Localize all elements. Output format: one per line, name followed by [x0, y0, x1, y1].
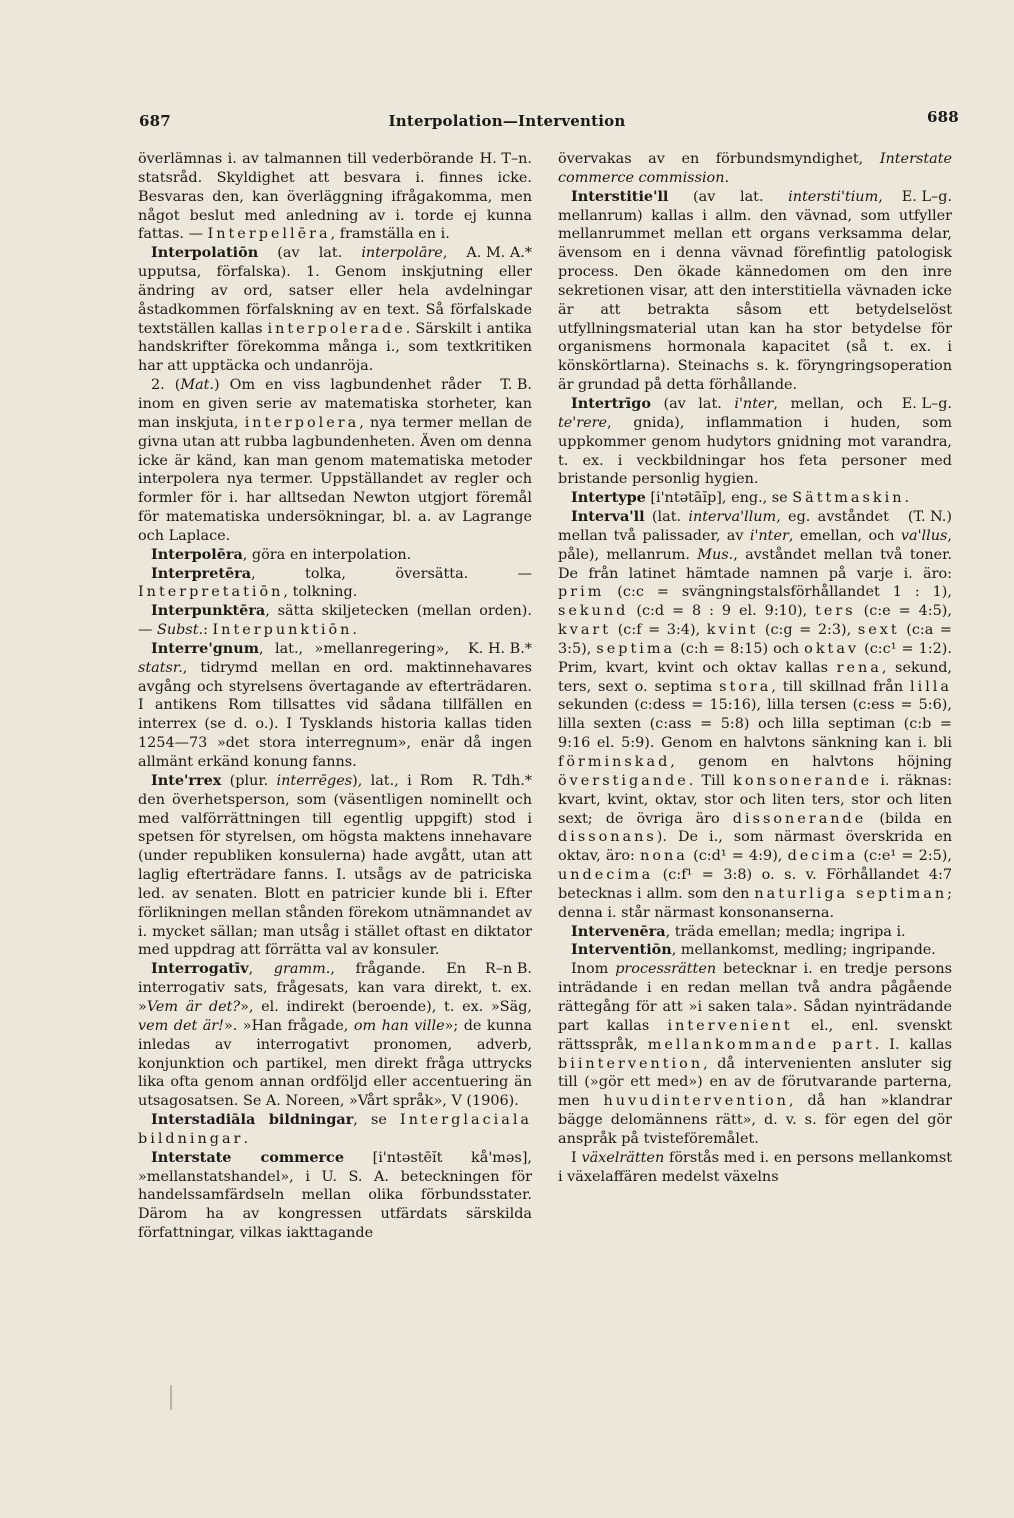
spaced-term: biintervention: [558, 1055, 704, 1072]
text-run: , tolka, översätta. —: [251, 565, 532, 582]
entry-paragraph: [558, 150, 952, 188]
spaced-term: interpolera: [244, 414, 360, 431]
entry-paragraph: [558, 923, 952, 942]
text-run: , till skillnad från: [771, 678, 910, 695]
italic-text: interrēges: [276, 772, 353, 789]
text-run: överlämnas i. av talmannen till vederbörande statsråd. Skyldighet att besvara i. finnes icke. Besvaras den, kan överläggning ifrågakomma, men något beslut med anledning av i. torde ej kunna fattas. —: [138, 151, 532, 243]
spaced-term: förminskad: [558, 754, 671, 770]
spaced-term: decima: [787, 848, 859, 865]
entry-paragraph: [138, 1149, 532, 1243]
headword: Interrogatīv: [151, 960, 249, 978]
text-run: , tolkning.: [283, 584, 358, 601]
text-run: (c:d = 8 : 9 el. 9:10),: [628, 603, 816, 620]
text-run: , genom en halvtons höjning: [670, 754, 952, 770]
text-run: (c:f¹ = 3:8) o. s. v. Förhållandet 4:7 betecknas i allm. som den: [558, 867, 952, 902]
text-run: (c:c = svängningstalsförhållandet 1 : 1),: [604, 584, 952, 601]
text-run: , sätta skiljetecken (mellan orden). —: [138, 603, 532, 639]
italic-text: va'llus: [900, 527, 948, 544]
right-page-number: 688: [927, 108, 959, 126]
spaced-term: kvint: [706, 622, 759, 639]
italic-text: i'nter: [734, 395, 774, 412]
spaced-term: konsonerande: [733, 772, 873, 789]
text-run: (c:e¹ = 2:5),: [858, 848, 952, 865]
headword: Interstate commerce: [151, 1148, 344, 1166]
entry-paragraph: [138, 546, 532, 565]
text-run: ,: [248, 961, 274, 978]
text-run: (bilda en: [866, 810, 952, 827]
spaced-term: mellankommande part: [647, 1036, 875, 1053]
headword: Intertrīgo: [571, 394, 651, 412]
entry-paragraph: [138, 244, 532, 376]
entry-paragraph: [558, 508, 952, 923]
entry-paragraph: [138, 150, 532, 244]
text-run: ) Om en viss lagbundenhet råder inom en given serie av matematiska storheter, kan man inskjuta,: [138, 377, 532, 431]
spaced-term: dissonans: [558, 829, 657, 846]
pencil-mark: [170, 1385, 172, 1410]
spaced-term: interpolerade: [267, 320, 406, 337]
text-run: i. räknas: kvart, kvint, oktav, stor och liten ters, stor och liten sext; de övriga äro: [558, 772, 952, 827]
author-signature: R. Tdh.*: [472, 772, 532, 789]
text-run: . I. kallas: [874, 1036, 952, 1053]
text-run: , emellan, och: [788, 527, 901, 544]
italic-text: interpolāre: [361, 245, 443, 262]
text-run: (plur.: [221, 772, 277, 789]
spaced-term: oktav: [804, 640, 860, 657]
italic-text: Subst.: [156, 622, 204, 639]
text-run: , frågande. En interrogativ sats, frågesats, kan vara direkt, t. ex. »: [138, 961, 532, 1015]
spaced-term: naturliga septiman: [754, 885, 948, 902]
headword: Interpolatiōn: [151, 244, 259, 262]
text-run: , gnida), inflammation i huden, som uppkommer genom hudytors gnidning mot varandra, t. ex. i veckbildningar hos feta personer med bristande personlig hygien.: [558, 414, 952, 488]
text-run: , eg. avståndet mellan två palissader, av: [558, 509, 889, 544]
text-run: , avståndet mellan två toner. De från latinet hämtade namnen på varje i. äro:: [558, 546, 952, 582]
text-run: (c:d¹ = 4:9),: [687, 848, 788, 865]
text-run: (c:h = 8:15) och: [675, 640, 805, 657]
text-run: förstås med i. en persons mellankomst i växelaffären medelst växelns: [558, 1149, 952, 1185]
spaced-term: huvudintervention: [603, 1093, 789, 1110]
text-run: ), lat., i Rom den överhetsperson, som (väsentligen nominellt och med valförrättningen till egentlig uppgift) stod i spetsen för styrelsen, om högsta maktens innehavare (under republiken konsulerna) hade avgått, utan att laglig efterträdare fanns. I. utsågs av de patriciska led. av senaten. Blott en patricier kunde bli i. Efter förlikningen mellan stånden förekom utnämnandet av i. mycket sällan; man utsåg i stället oftast en diktator med uppdrag att förrätta val av konsuler.: [138, 772, 532, 959]
headword: Intertype: [571, 489, 646, 507]
entry-paragraph: [138, 640, 532, 772]
text-run: , mellan, och: [773, 395, 883, 412]
entry-paragraph: [138, 565, 532, 603]
spaced-term: intervenient: [667, 1017, 793, 1034]
text-run: (av lat.: [668, 188, 789, 205]
text-run: , tidrymd mellan en ord. maktinnehavares avgång och styrelsens övertagande av efterträdaren. I antikens Rom tillsattes vid sådana tillfällen en interrex (se d. o.). I Tysklands historia kallas tiden 1254—73 »det stora interregnum», enär då ingen allmänt erkänd konung fanns.: [138, 659, 532, 770]
text-run: (lat.: [644, 509, 689, 526]
text-run: .: [243, 1130, 249, 1147]
text-run: :: [203, 622, 213, 639]
headword: Interpolēra: [151, 545, 243, 563]
spaced-term: sekund: [558, 603, 629, 620]
text-run: , träda emellan; medla; ingripa i.: [665, 923, 906, 940]
text-run: , då intervenienten ansluter sig till (»gör ett med») en av de förutvarande parterna, men: [558, 1055, 952, 1110]
text-run: , påle), mellanrum.: [558, 527, 952, 563]
headword: Interre'gnum: [151, 639, 259, 657]
text-run: , sekund, ters, sext o. septima: [558, 659, 952, 695]
spaced-term: Interpretatiōn: [138, 584, 284, 601]
italic-text: om han ville: [353, 1017, 445, 1034]
text-run: (av lat.: [258, 245, 362, 262]
author-signature: (T. N.): [907, 509, 952, 526]
entry-paragraph: [558, 1149, 952, 1187]
italic-text: Mat.: [180, 377, 215, 394]
spaced-term: undecima: [558, 867, 654, 884]
text-run: 2. (: [151, 377, 181, 394]
headword: Interpretēra: [151, 564, 252, 582]
text-run: (c:f = 3:4),: [611, 622, 707, 639]
text-run: , lat., »mellanregering»,: [258, 640, 450, 657]
text-run: , upputsa, förfalska). 1. Genom inskjutning eller ändring av ord, satser eller hela avdelningar åstadkommen förfalskning av en text. Så förfalskade textställen kallas: [138, 245, 532, 337]
spaced-term: rena: [836, 659, 882, 676]
headword: Intervenēra: [571, 922, 666, 940]
text-run: , göra en interpolation.: [242, 546, 412, 563]
author-signature: T. B.: [500, 377, 532, 394]
headword: Inte'rrex: [151, 771, 222, 789]
spaced-term: sext: [857, 622, 900, 639]
text-run: (c:c¹ = 1:2). Prim, kvart, kvint och oktav kallas: [558, 640, 952, 676]
text-run: Inom: [571, 961, 616, 978]
spaced-term: stora: [719, 678, 772, 695]
spaced-term: överstigande: [558, 772, 689, 789]
italic-text: gramm.: [273, 961, 331, 978]
text-run: ». »Han frågade,: [223, 1017, 354, 1034]
text-run: ; denna i. står närmast konsonanserna.: [558, 885, 952, 921]
text-run: , mellankomst, medling; ingripande.: [671, 942, 936, 959]
spaced-term: ters: [815, 603, 856, 620]
text-run: , mellanrum) kallas i allm. den vävnad, som utfyller mellanrummet mellan ett organs verksamma delar, ävensom en i denna vävnad förefintlig patologisk process. Den ökade kännedomen om den inre sekretionen visar, att den interstitiella vävnaden icke är att betrakta såsom ett betydelselöst utfyllningsmaterial utan kan ha stor betydelse för organismens hormonala kapacitet (så t. ex. i könskörtlarna). Steinachs s. k. föryngringsoperation är grundad på detta förhållande.: [558, 188, 952, 394]
text-run: [i'ntəstēĭt kå'məs], »mellanstatshandel», i U. S. A. beteckningen för handelssamfärdseln mellan olika förbundsstater. Därom ha av kongressen utfärdats särskilda författningar, vilkas iakttagande: [138, 1149, 533, 1242]
entry-paragraph: [558, 489, 952, 508]
text-run: , se: [353, 1112, 401, 1129]
entry-paragraph: [138, 376, 532, 546]
headword: Interstadiāla bildningar: [151, 1111, 354, 1129]
italic-text: i'nter: [749, 527, 789, 544]
headword: Interstitie'll: [571, 187, 669, 205]
italic-text: vem det är!: [138, 1017, 224, 1034]
left-page-number: 687: [139, 112, 171, 130]
text-run: övervakas av en förbundsmyndighet,: [558, 151, 880, 167]
headword: Interpunktēra: [151, 602, 266, 620]
italic-text: processrätten: [615, 961, 717, 978]
text-run: », el. indirekt (beroende), t. ex. »Säg,: [240, 998, 532, 1015]
headword: Interva'll: [571, 508, 645, 526]
running-head-title: Interpolation—Intervention: [388, 112, 626, 130]
entry-paragraph: [558, 188, 952, 395]
text-run: (av lat.: [650, 395, 735, 412]
spaced-term: Interpellēra: [207, 226, 331, 243]
author-signature: E. L–g.: [901, 188, 952, 205]
entry-paragraph: [138, 772, 532, 960]
text-run: el., enl. svenskt rättsspråk,: [558, 1017, 952, 1053]
spaced-term: Sättmaskin: [792, 490, 905, 507]
spaced-term: Interpunktiōn: [212, 622, 353, 639]
italic-text: statsr.: [138, 659, 183, 676]
text-run: betecknar i. en tredje persons inträdande i en redan mellan två andra pågående rättegång för att »i saken tala». Sådan nyinträdande part kallas: [558, 961, 952, 1034]
italic-text: intersti'tium: [788, 188, 879, 205]
left-text-column: [138, 150, 532, 1243]
author-signature: E. L–g.: [901, 395, 952, 412]
spaced-term: lilla: [910, 678, 952, 695]
spaced-term: nona: [640, 848, 688, 865]
text-run: . Till: [688, 772, 734, 789]
author-signature: A. M. A.*: [466, 245, 532, 262]
entry-paragraph: [558, 395, 952, 489]
entry-paragraph: [558, 941, 952, 960]
text-run: , nya termer mellan de givna utan att rubba lagbundenheten. Även om denna icke är känd, kan man genom matematiska metoder interpolera nya termer. Uppställandet av regler och formler för i. har alltsedan Newton utgjort föremål för matematiska undersökningar, bl. a. av Lagrange och Laplace.: [138, 414, 532, 544]
spaced-term: Interglaciala bildningar: [138, 1112, 532, 1147]
text-run: .: [352, 622, 357, 639]
text-run: sekunden (c:dess = 15:16), lilla tersen (c:ess = 5:6), lilla sexten (c:ass = 5:8) och lilla septiman (c:b = 9:16 el. 5:9). Genom en halvtons sänkning kan i. bli: [558, 697, 952, 752]
text-run: , framställa en i.: [330, 226, 450, 243]
headword: Interventiōn: [571, 941, 672, 959]
text-run: .: [724, 169, 730, 186]
text-run: .: [904, 490, 910, 507]
entry-paragraph: [138, 960, 532, 1111]
text-run: , då han »klandrar bägge delomännens rätt», d. v. s. för egen del gör anspråk på tvisteföremålet.: [558, 1093, 952, 1147]
author-signature: R–n B.: [484, 961, 532, 978]
spaced-term: kvart: [558, 622, 612, 639]
spaced-term: prim: [558, 584, 605, 601]
italic-text: te'rere: [558, 414, 608, 431]
spaced-term: dissonerande: [732, 810, 867, 827]
entry-paragraph: [138, 602, 532, 640]
text-run: ). De i., som närmast överskrida en oktav, äro:: [558, 829, 952, 865]
entry-paragraph: [138, 1111, 532, 1149]
entry-paragraph: [558, 960, 952, 1148]
text-run: (c:g = 2:3),: [758, 622, 858, 639]
italic-text: Interstate commerce commission: [558, 151, 952, 186]
text-run: I: [571, 1149, 582, 1166]
text-run: (c:a = 3:5),: [558, 622, 952, 657]
text-run: [i'ntətāĭp], eng., se: [645, 490, 793, 507]
text-run: . Särskilt i antika handskrifter förekomma många i., som textkritiken har att upptäcka och undanröja.: [138, 320, 532, 375]
text-run: (c:e = 4:5),: [855, 603, 952, 620]
italic-text: Mus.: [697, 546, 734, 563]
spaced-term: septima: [596, 640, 676, 657]
author-signature: H. T–n.: [479, 151, 532, 167]
italic-text: växelrätten: [581, 1149, 665, 1166]
italic-text: interva'llum: [688, 509, 777, 526]
text-run: »; de kunna inledas av interrogativt pronomen, adverb, konjunktion och partikel, men direkt fråga uttrycks lika ofta genom annan ordföljd eller accentuering än utsagosatsen. Se A. Noreen, »Vårt språk», V (1906).: [138, 1017, 533, 1110]
italic-text: Vem är det?: [146, 998, 241, 1015]
author-signature: K. H. B.*: [468, 640, 532, 657]
right-text-column: [558, 150, 952, 1186]
